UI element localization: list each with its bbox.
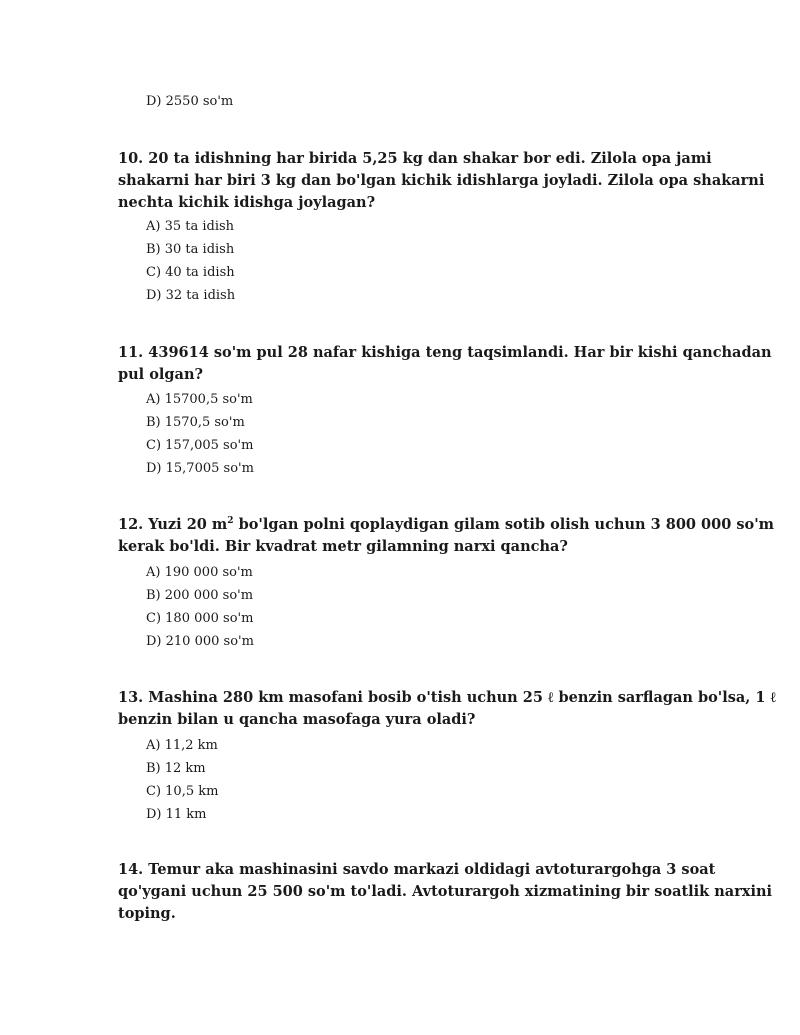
q10-option-d: D) 32 ta idish xyxy=(146,288,236,303)
question-13-line: 13. Mashina 280 km masofani bosib o'tish uchun 25 ℓ benzin sarflagan bo'lsa, 1 ℓ xyxy=(118,689,776,706)
q12-option-b: B) 200 000 so'm xyxy=(146,588,254,603)
q12-option-d: D) 210 000 so'm xyxy=(146,634,254,649)
question-11-line: pul olgan? xyxy=(118,366,203,383)
question-10-line: shakarni har biri 3 kg dan bo'lgan kichik idishlarga joyladi. Zilola opa shakarni xyxy=(118,172,765,189)
q11-option-a: A) 15700,5 so'm xyxy=(146,392,253,407)
q12-option-c: C) 180 000 so'm xyxy=(146,611,254,626)
question-12-text: bo'lgan polni qoplaydigan gilam sotib olish uchun 3 800 000 so'm xyxy=(233,516,774,533)
question-14-line: toping. xyxy=(118,905,176,922)
q13-option-b: B) 12 km xyxy=(146,761,206,776)
question-14-line: qo'ygani uchun 25 500 so'm to'ladi. Avtoturargoh xizmatining bir soatlik narxini xyxy=(118,883,773,900)
question-14 xyxy=(118,859,773,925)
question-13 xyxy=(118,687,776,731)
question-12 xyxy=(118,514,774,558)
q13-option-d: D) 11 km xyxy=(146,807,207,822)
q11-option-c: C) 157,005 so'm xyxy=(146,438,254,453)
q13-option-a: A) 11,2 km xyxy=(146,738,218,753)
q12-option-a: A) 190 000 so'm xyxy=(146,565,253,580)
question-14-line: 14. Temur aka mashinasini savdo markazi oldidagi avtoturargohga 3 soat xyxy=(118,861,716,878)
question-12-line xyxy=(118,514,774,536)
q10-option-a: A) 35 ta idish xyxy=(146,219,235,234)
q10-option-c: C) 40 ta idish xyxy=(146,265,235,280)
q10-option-b: B) 30 ta idish xyxy=(146,242,235,257)
question-10-line: 10. 20 ta idishning har birida 5,25 kg dan shakar bor edi. Zilola opa jami xyxy=(118,150,712,167)
prev-question-option-d: D) 2550 so'm xyxy=(146,94,234,109)
question-11 xyxy=(118,342,772,386)
question-12-line: kerak bo'ldi. Bir kvadrat metr gilamning narxi qancha? xyxy=(118,538,568,555)
q11-option-d: D) 15,7005 so'm xyxy=(146,461,254,476)
question-10 xyxy=(118,148,765,214)
question-13-line: benzin bilan u qancha masofaga yura oladi? xyxy=(118,711,476,728)
q11-option-b: B) 1570,5 so'm xyxy=(146,415,245,430)
question-11-line: 11. 439614 so'm pul 28 nafar kishiga teng taqsimlandi. Har bir kishi qanchadan xyxy=(118,344,772,361)
question-10-line: nechta kichik idishga joylagan? xyxy=(118,194,376,211)
question-12-text: 12. Yuzi 20 m xyxy=(118,516,228,533)
q13-option-c: C) 10,5 km xyxy=(146,784,219,799)
superscript: 2 xyxy=(227,516,234,527)
